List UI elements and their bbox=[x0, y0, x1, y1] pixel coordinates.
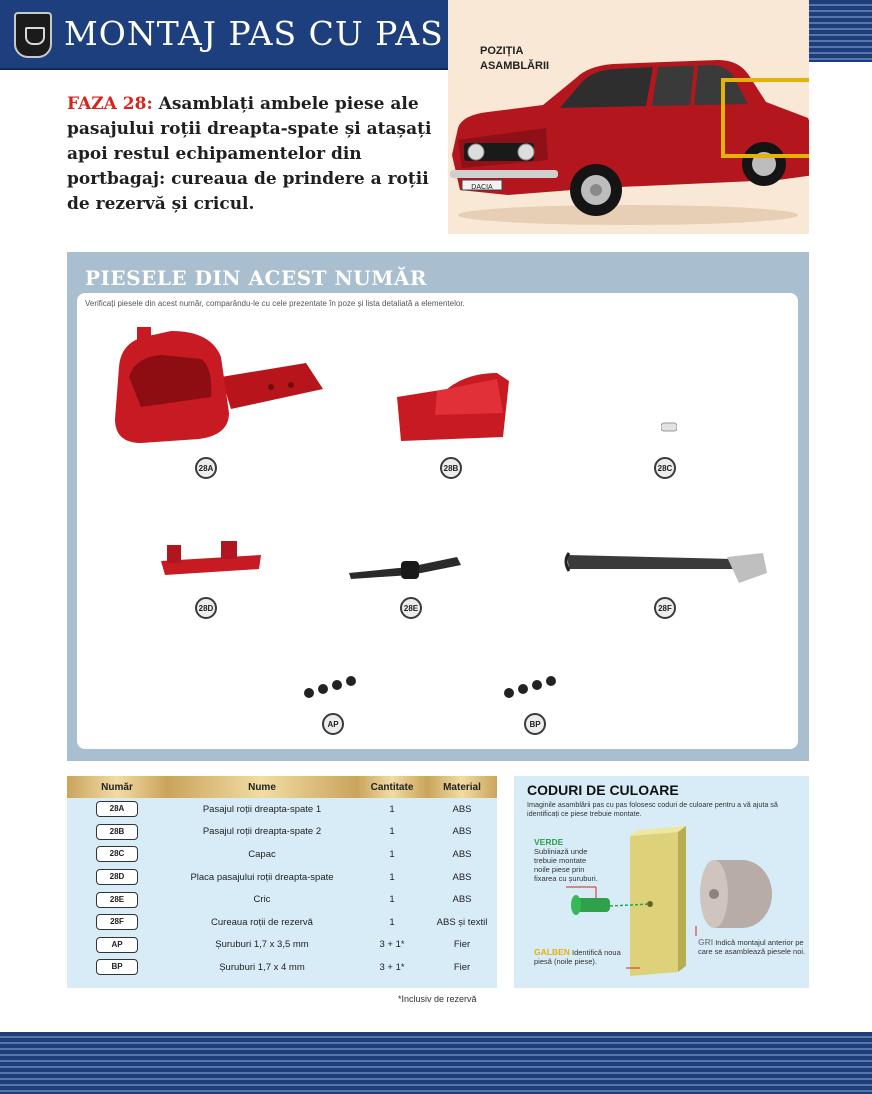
table-row bbox=[67, 956, 497, 979]
row-number: BP bbox=[96, 959, 138, 975]
color-key-grey bbox=[698, 938, 806, 956]
color-key-green bbox=[534, 838, 600, 883]
footer-stripes bbox=[0, 1032, 872, 1094]
table-row bbox=[67, 821, 497, 844]
assembly-position-label: POZIȚIA ASAMBLĂRII bbox=[480, 45, 550, 72]
row-number: 28C bbox=[96, 846, 138, 862]
header-number: Număr bbox=[67, 776, 167, 798]
row-material: ABS bbox=[452, 803, 472, 815]
parts-note: Verificați piesele din acest număr, comparându-le cu cele prezentate în poze și lista detaliată a elementelor. bbox=[85, 299, 465, 308]
row-quantity: 1 bbox=[389, 803, 395, 815]
table-row bbox=[67, 911, 497, 934]
color-key-yellow bbox=[534, 948, 626, 966]
row-number: 28E bbox=[96, 892, 138, 908]
row-number: 28A bbox=[96, 801, 138, 817]
assembly-position-panel bbox=[448, 0, 809, 234]
color-codes-panel bbox=[514, 776, 809, 988]
row-name: Șuruburi 1,7 x 4 mm bbox=[219, 961, 305, 973]
color-key-yellow-name: GALBEN bbox=[534, 947, 570, 957]
header-name: Nume bbox=[167, 776, 357, 798]
row-material: ABS bbox=[452, 871, 472, 883]
row-name: Cric bbox=[253, 894, 271, 906]
row-number: 28D bbox=[96, 869, 138, 885]
parts-title: PIESELE DIN ACEST NUMĂR bbox=[85, 266, 428, 290]
badge-28d: 28D bbox=[195, 597, 217, 619]
row-name: Pasajul roții dreapta-spate 1 bbox=[202, 803, 322, 815]
badge-28e: 28E bbox=[400, 597, 422, 619]
badge-28a: 28A bbox=[195, 457, 217, 479]
row-number: AP bbox=[96, 937, 138, 953]
color-key-green-name: VERDE bbox=[534, 837, 564, 847]
row-number: 28F bbox=[96, 914, 138, 930]
row-quantity: 1 bbox=[389, 826, 395, 838]
row-material: Fier bbox=[453, 961, 471, 973]
badge-28c: 28C bbox=[654, 457, 676, 479]
table-footnote: *Inclusiv de rezervă bbox=[398, 994, 477, 1004]
part-28d-image bbox=[161, 541, 261, 577]
table-row bbox=[67, 934, 497, 957]
row-name: Placa pasajului roții dreapta-spate bbox=[190, 871, 334, 883]
row-name: Pasajul roții dreapta-spate 2 bbox=[202, 826, 322, 838]
parts-table bbox=[67, 776, 497, 979]
red-car-illustration bbox=[448, 0, 809, 234]
row-quantity: 3 + 1* bbox=[379, 961, 405, 973]
badge-bp: BP bbox=[524, 713, 546, 735]
phase-text: Asamblați ambele piese ale pasajului roții dreapta-spate și atașați apoi restul echipamentelor din portbagaj: cureaua de prindere a roții de rezervă și cricul. bbox=[67, 94, 432, 214]
badge-28b: 28B bbox=[440, 457, 462, 479]
row-material: ABS și textil bbox=[436, 916, 488, 928]
row-quantity: 1 bbox=[389, 871, 395, 883]
color-codes-title: CODURI DE CULOARE bbox=[527, 782, 679, 798]
row-material: ABS bbox=[452, 826, 472, 838]
color-key-green-text: Subliniază unde trebuie montate noile piese prin fixarea cu șuruburi. bbox=[534, 847, 598, 883]
parts-panel bbox=[67, 252, 809, 761]
badge-28f: 28F bbox=[654, 597, 676, 619]
table-header-row bbox=[67, 776, 497, 798]
phase-instruction bbox=[67, 92, 442, 217]
parts-table-panel bbox=[67, 776, 497, 988]
color-key-yellow-text: Identifică noua piesă (noile piese). bbox=[534, 948, 621, 966]
header-material: Material bbox=[427, 776, 497, 798]
part-bp-image bbox=[501, 673, 561, 703]
page-title: MONTAJ PAS CU PAS bbox=[64, 14, 444, 53]
part-28a-image bbox=[101, 327, 323, 447]
part-28f-image bbox=[563, 549, 773, 585]
header-quantity: Cantitate bbox=[357, 776, 427, 798]
table-row bbox=[67, 798, 497, 821]
row-name: Capac bbox=[248, 848, 276, 860]
row-quantity: 3 + 1* bbox=[379, 939, 405, 951]
badge-ap: AP bbox=[322, 713, 344, 735]
color-key-grey-name: GRI bbox=[698, 937, 714, 947]
part-28c-image bbox=[661, 421, 677, 433]
row-material: ABS bbox=[452, 894, 472, 906]
row-name: Șuruburi 1,7 x 3,5 mm bbox=[215, 939, 309, 951]
dacia-logo-icon bbox=[14, 12, 52, 58]
table-row bbox=[67, 866, 497, 889]
header-title-box bbox=[0, 0, 448, 70]
row-name: Cureaua roții de rezervă bbox=[211, 916, 313, 928]
row-quantity: 1 bbox=[389, 916, 395, 928]
part-ap-image bbox=[301, 673, 361, 703]
table-row bbox=[67, 888, 497, 911]
row-quantity: 1 bbox=[389, 894, 395, 906]
table-row bbox=[67, 843, 497, 866]
color-key-grey-text: Indică montajul anterior pe care se asamblează piesele noi. bbox=[698, 938, 806, 956]
phase-label: FAZA 28: bbox=[67, 94, 153, 114]
part-28b-image bbox=[397, 373, 509, 443]
part-28e-image bbox=[349, 553, 461, 583]
car-plate-text: DACIA bbox=[471, 184, 493, 191]
row-material: Fier bbox=[453, 939, 471, 951]
row-material: ABS bbox=[452, 848, 472, 860]
color-codes-description: Imaginile asamblării pas cu pas folosesc coduri de culoare pentru a vă ajuta să identificați ce piese trebuie montate. bbox=[527, 800, 778, 818]
parts-card bbox=[77, 293, 798, 749]
row-number: 28B bbox=[96, 824, 138, 840]
row-quantity: 1 bbox=[389, 848, 395, 860]
